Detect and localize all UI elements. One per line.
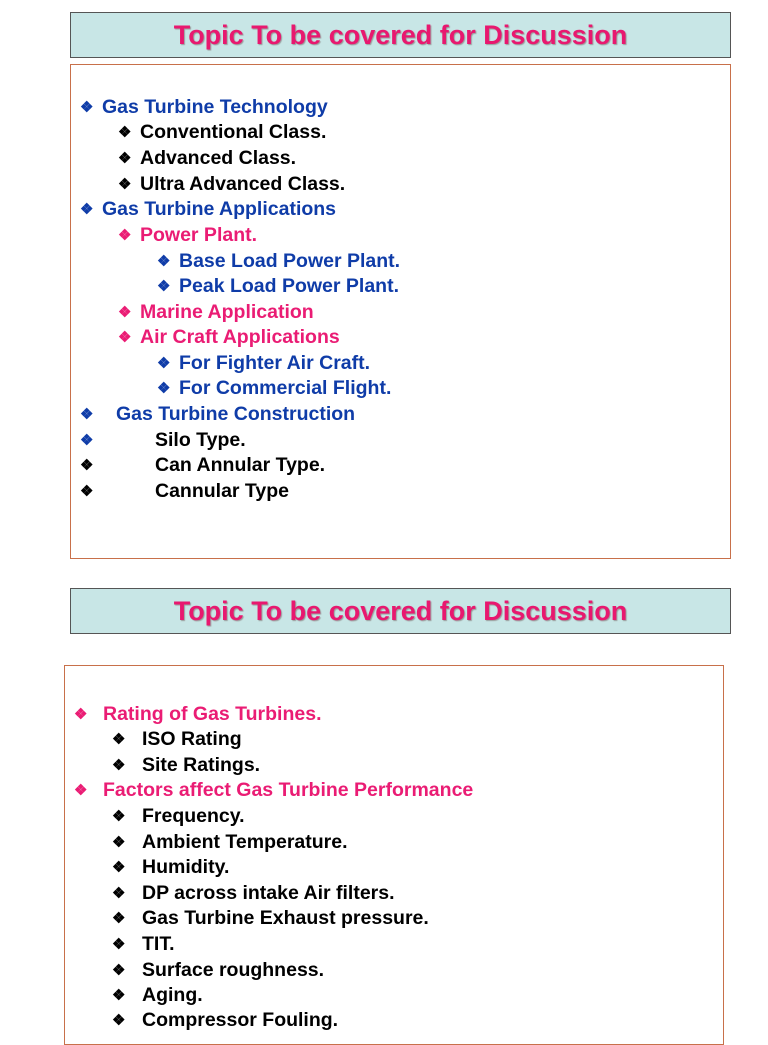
bullet-icon: ❖ bbox=[80, 432, 94, 449]
bullet-icon: ❖ bbox=[112, 808, 126, 825]
list-item: ❖ Power Plant. bbox=[118, 224, 258, 246]
list-item: ❖ Compressor Fouling. bbox=[112, 1009, 339, 1031]
list-item: ❖ Humidity. bbox=[112, 856, 230, 878]
list-item: ❖ Peak Load Power Plant. bbox=[157, 275, 399, 297]
list-item: ❖ Factors affect Gas Turbine Performance bbox=[74, 779, 474, 801]
list-item: ❖ Site Ratings. bbox=[112, 754, 261, 776]
bullet-icon: ❖ bbox=[118, 124, 132, 141]
bullet-icon: ❖ bbox=[118, 176, 132, 193]
list-item: ❖ Gas Turbine Construction bbox=[80, 403, 356, 425]
list-item: ❖ Gas Turbine Exhaust pressure. bbox=[112, 907, 429, 929]
list-item: ❖ Base Load Power Plant. bbox=[157, 250, 401, 272]
list-item: ❖ Can Annular Type. bbox=[80, 454, 326, 476]
slide2-title: Topic To be covered for Discussion bbox=[173, 595, 628, 626]
bullet-icon: ❖ bbox=[74, 706, 88, 723]
bullet-icon: ❖ bbox=[74, 782, 88, 799]
bullet-icon: ❖ bbox=[80, 483, 94, 500]
bullet-icon: ❖ bbox=[112, 757, 126, 774]
bullet-icon: ❖ bbox=[112, 962, 126, 979]
bullet-icon: ❖ bbox=[118, 304, 132, 321]
bullet-icon: ❖ bbox=[80, 406, 94, 423]
list-item: ❖ TIT. bbox=[112, 933, 175, 955]
slide1-title: Topic To be covered for Discussion bbox=[173, 19, 628, 50]
slide2-title-bar bbox=[70, 588, 731, 634]
bullet-icon: ❖ bbox=[112, 987, 126, 1004]
bullet-icon: ❖ bbox=[112, 859, 126, 876]
bullet-icon: ❖ bbox=[118, 227, 132, 244]
list-item: ❖ Advanced Class. bbox=[118, 147, 297, 169]
bullet-icon: ❖ bbox=[80, 201, 94, 218]
list-item: ❖ Aging. bbox=[112, 984, 203, 1006]
bullet-icon: ❖ bbox=[112, 731, 126, 748]
list-item: ❖ Ambient Temperature. bbox=[112, 831, 348, 853]
list-item: ❖ DP across intake Air filters. bbox=[112, 882, 395, 904]
bullet-icon: ❖ bbox=[80, 99, 94, 116]
list-item: ❖ Marine Application bbox=[118, 301, 314, 323]
bullet-icon: ❖ bbox=[80, 457, 94, 474]
bullet-icon: ❖ bbox=[157, 380, 171, 397]
bullet-icon: ❖ bbox=[118, 329, 132, 346]
list-item: ❖ Gas Turbine Technology bbox=[80, 96, 328, 118]
bullet-icon: ❖ bbox=[157, 355, 171, 372]
bullet-icon: ❖ bbox=[157, 253, 171, 270]
list-item: ❖ Cannular Type bbox=[80, 480, 289, 502]
list-item: ❖ Surface roughness. bbox=[112, 959, 325, 981]
list-item: ❖ Conventional Class. bbox=[118, 121, 327, 143]
list-item: ❖ ISO Rating bbox=[112, 728, 242, 750]
bullet-icon: ❖ bbox=[112, 936, 126, 953]
bullet-icon: ❖ bbox=[112, 834, 126, 851]
bullet-icon: ❖ bbox=[118, 150, 132, 167]
list-item: ❖ Ultra Advanced Class. bbox=[118, 173, 346, 195]
list-item: ❖ Rating of Gas Turbines. bbox=[74, 703, 322, 725]
list-item: ❖ Air Craft Applications bbox=[118, 326, 340, 348]
list-item: ❖ Frequency. bbox=[112, 805, 245, 827]
bullet-icon: ❖ bbox=[157, 278, 171, 295]
list-item: ❖ For Fighter Air Craft. bbox=[157, 352, 371, 374]
bullet-icon: ❖ bbox=[112, 910, 126, 927]
list-item: ❖ For Commercial Flight. bbox=[157, 377, 392, 399]
list-item: ❖ Silo Type. bbox=[80, 429, 246, 451]
bullet-icon: ❖ bbox=[112, 1012, 126, 1029]
bullet-icon: ❖ bbox=[112, 885, 126, 902]
list-item: ❖ Gas Turbine Applications bbox=[80, 198, 337, 220]
slide1-title-bar bbox=[70, 12, 731, 58]
